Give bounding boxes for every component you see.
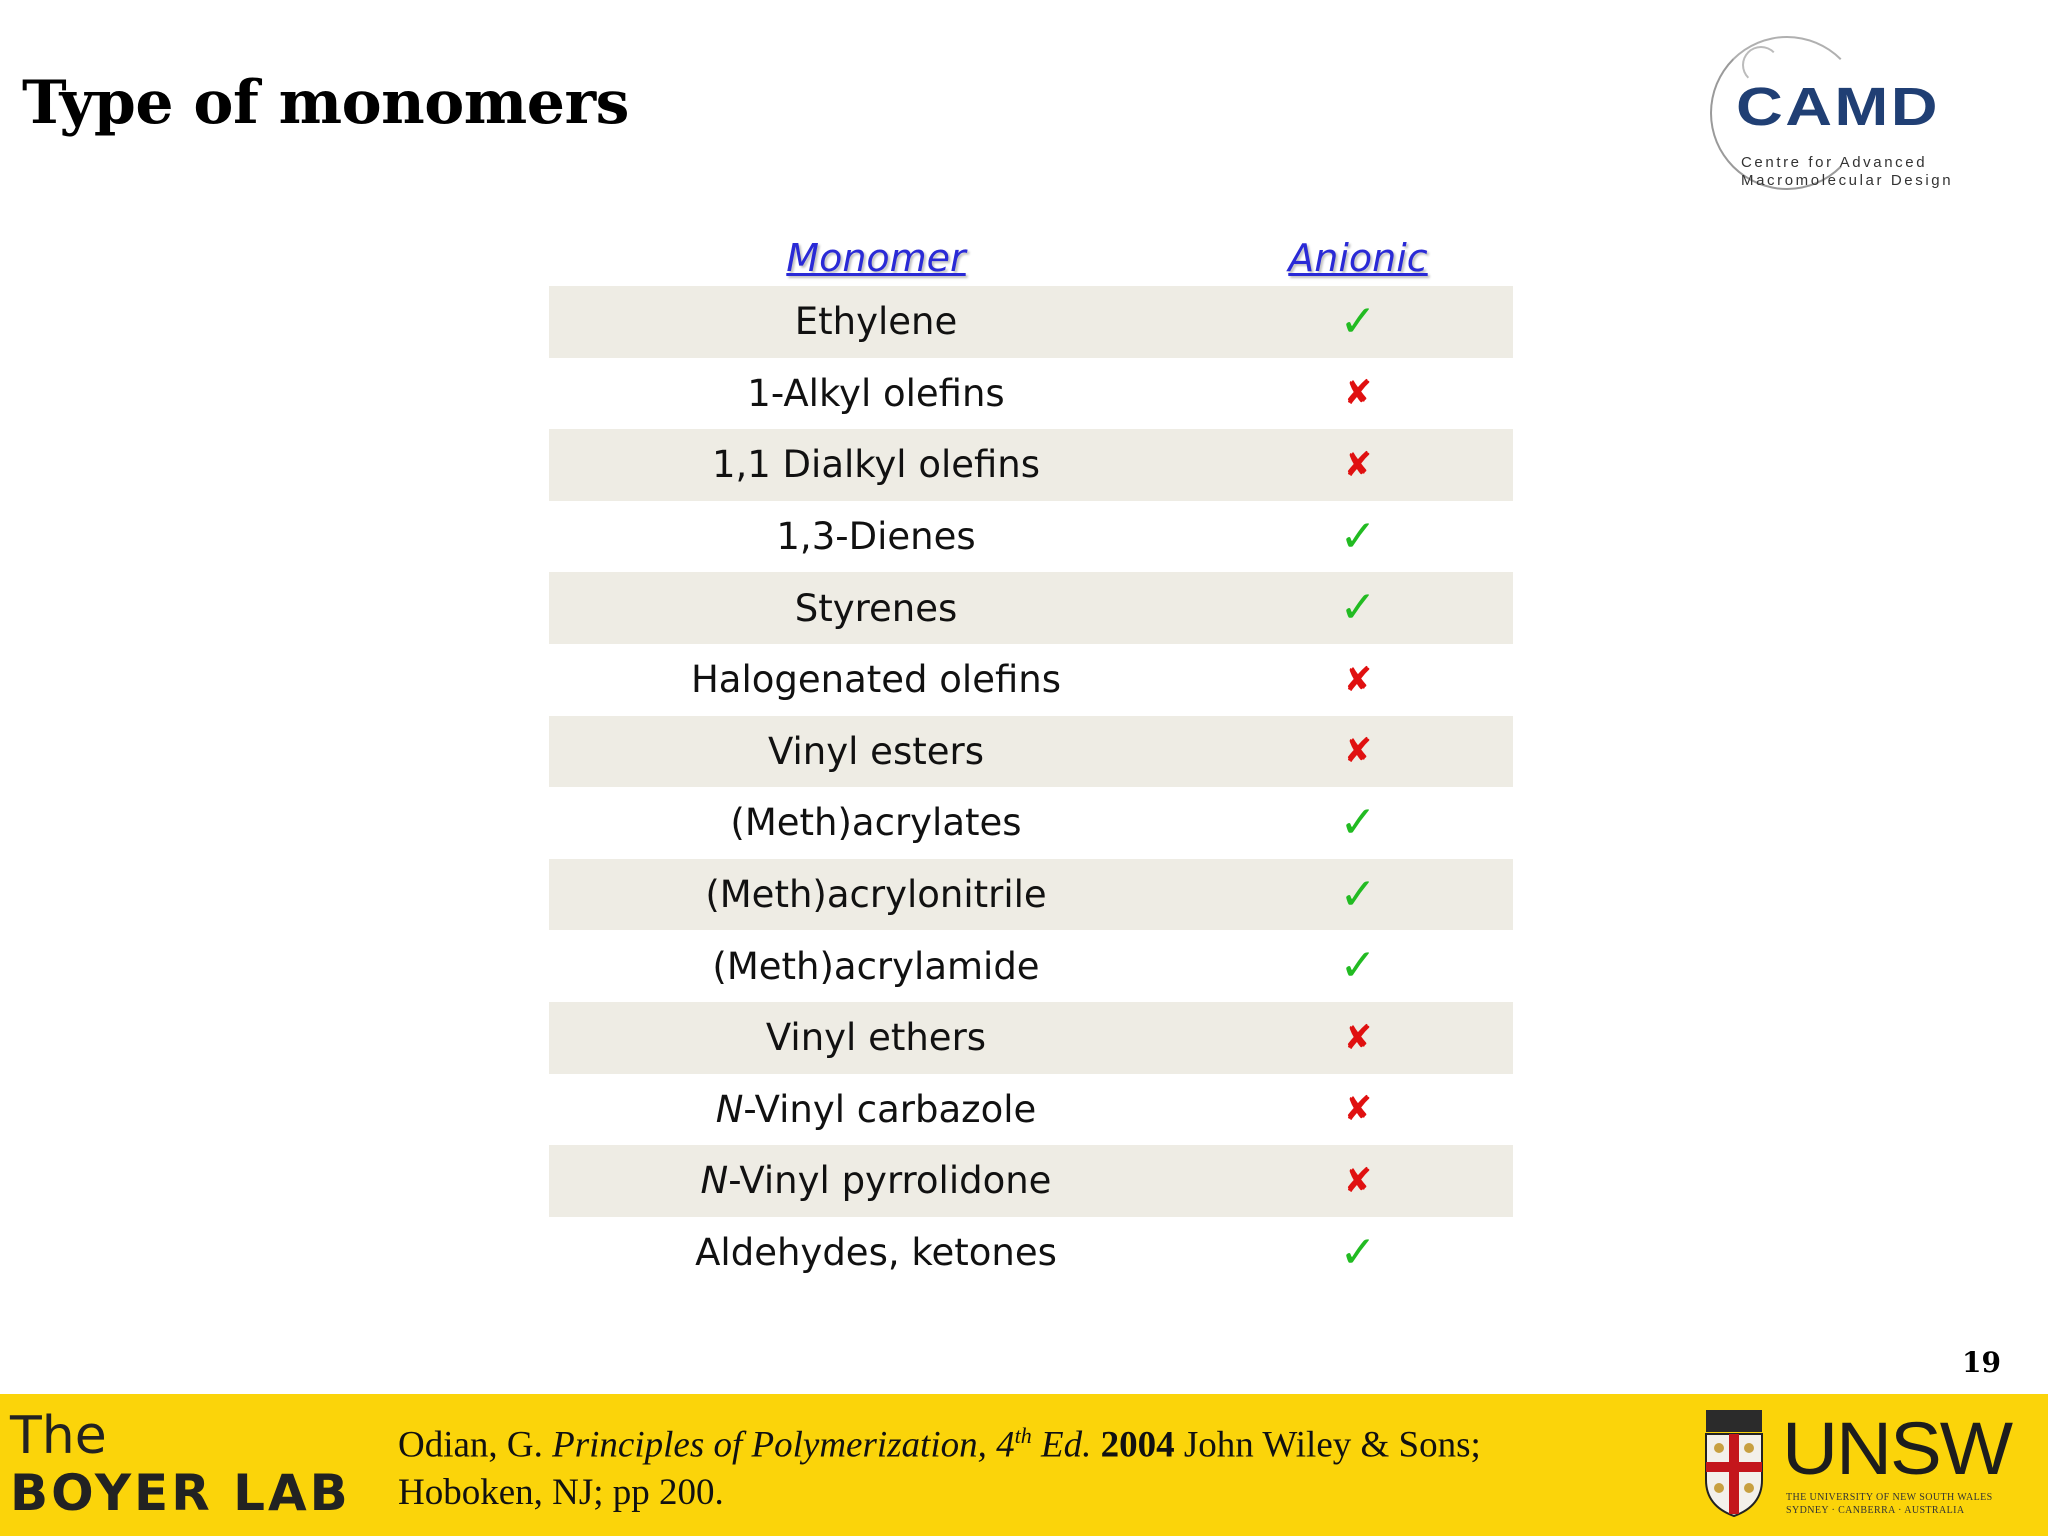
cross-icon: ✘	[1343, 731, 1373, 772]
monomer-cell: (Meth)acrylonitrile	[705, 873, 1047, 917]
table-row	[549, 501, 1513, 573]
citation-year: 2004	[1091, 1424, 1175, 1466]
monomer-cell: 1,1 Dialkyl olefins	[711, 443, 1041, 487]
monomer-cell: Halogenated olefins	[690, 658, 1062, 702]
check-icon: ✓	[1339, 1226, 1377, 1278]
monomer-cell: 1,3-Dienes	[776, 515, 976, 559]
check-icon: ✓	[1339, 868, 1377, 920]
table-row	[549, 1002, 1513, 1074]
monomer-cell: Styrenes	[794, 586, 958, 630]
check-icon: ✓	[1339, 940, 1377, 992]
monomer-cell: Ethylene	[794, 300, 958, 344]
camd-logo	[1706, 30, 1976, 190]
table-row	[549, 429, 1513, 501]
monomer-cell	[549, 1159, 1203, 1203]
camd-logo-word: CAMD	[1736, 77, 1940, 137]
monomer-prefix: N	[700, 1159, 729, 1203]
footer-bar	[0, 1394, 2048, 1536]
slide-title: Type of monomers	[22, 68, 629, 138]
check-icon: ✓	[1339, 796, 1377, 848]
table-row	[549, 930, 1513, 1002]
table-row	[549, 716, 1513, 788]
header-monomer[interactable]: Monomer	[786, 236, 966, 280]
table-row	[549, 644, 1513, 716]
monomer-name: -Vinyl carbazole	[743, 1087, 1037, 1131]
monomer-cell: Vinyl esters	[768, 729, 984, 773]
monomer-table	[549, 236, 1513, 1288]
monomer-cell: 1-Alkyl olefins	[747, 371, 1005, 415]
citation-book-title: Principles of Polymerization, 4	[552, 1424, 1015, 1466]
table-row	[549, 572, 1513, 644]
monomer-cell: Aldehydes, ketones	[695, 1231, 1057, 1275]
citation	[398, 1412, 1598, 1517]
cross-icon: ✘	[1343, 659, 1373, 700]
monomer-cell: (Meth)acrylamide	[712, 944, 1040, 988]
check-icon: ✓	[1339, 510, 1377, 562]
boyer-lab-logo-line1: The	[10, 1406, 107, 1466]
cross-icon: ✘	[1343, 1160, 1373, 1201]
monomer-cell: Vinyl ethers	[765, 1016, 987, 1060]
table-row	[549, 1074, 1513, 1146]
header-anionic[interactable]: Anionic	[1288, 236, 1428, 280]
page-number: 19	[1962, 1346, 2001, 1379]
citation-author: Odian, G.	[398, 1424, 553, 1466]
cross-icon: ✘	[1343, 444, 1373, 485]
boyer-lab-logo-line2: BOYER LAB	[10, 1464, 351, 1522]
citation-edition-word: Ed.	[1031, 1424, 1092, 1466]
cross-icon: ✘	[1343, 1089, 1373, 1130]
table-row	[549, 286, 1513, 358]
check-icon: ✓	[1339, 582, 1377, 634]
monomer-name: -Vinyl pyrrolidone	[728, 1159, 1052, 1203]
citation-publisher: John Wiley & Sons;	[1174, 1424, 1481, 1466]
table-row	[549, 1145, 1513, 1217]
cross-icon: ✘	[1343, 373, 1373, 414]
cross-icon: ✘	[1343, 1017, 1373, 1058]
table-row	[549, 1217, 1513, 1289]
table-row	[549, 358, 1513, 430]
table-row	[549, 859, 1513, 931]
monomer-cell	[549, 1087, 1203, 1131]
citation-edition-sup: th	[1014, 1423, 1032, 1448]
table-header-row	[549, 236, 1513, 286]
unsw-logo-line2: SYDNEY · CANBERRA · AUSTRALIA	[1786, 1505, 1965, 1516]
monomer-cell: (Meth)acrylates	[730, 801, 1022, 845]
monomer-prefix: N	[715, 1087, 744, 1131]
unsw-logo-word: UNSW	[1782, 1407, 2011, 1490]
unsw-crest-icon	[1702, 1410, 1766, 1518]
citation-location: Hoboken, NJ; pp 200.	[398, 1472, 724, 1514]
camd-logo-line2: Macromolecular Design	[1741, 172, 1954, 189]
camd-logo-line1: Centre for Advanced	[1741, 154, 1928, 171]
unsw-logo-line1: THE UNIVERSITY OF NEW SOUTH WALES	[1786, 1492, 1993, 1503]
check-icon: ✓	[1339, 295, 1377, 347]
table-row	[549, 787, 1513, 859]
